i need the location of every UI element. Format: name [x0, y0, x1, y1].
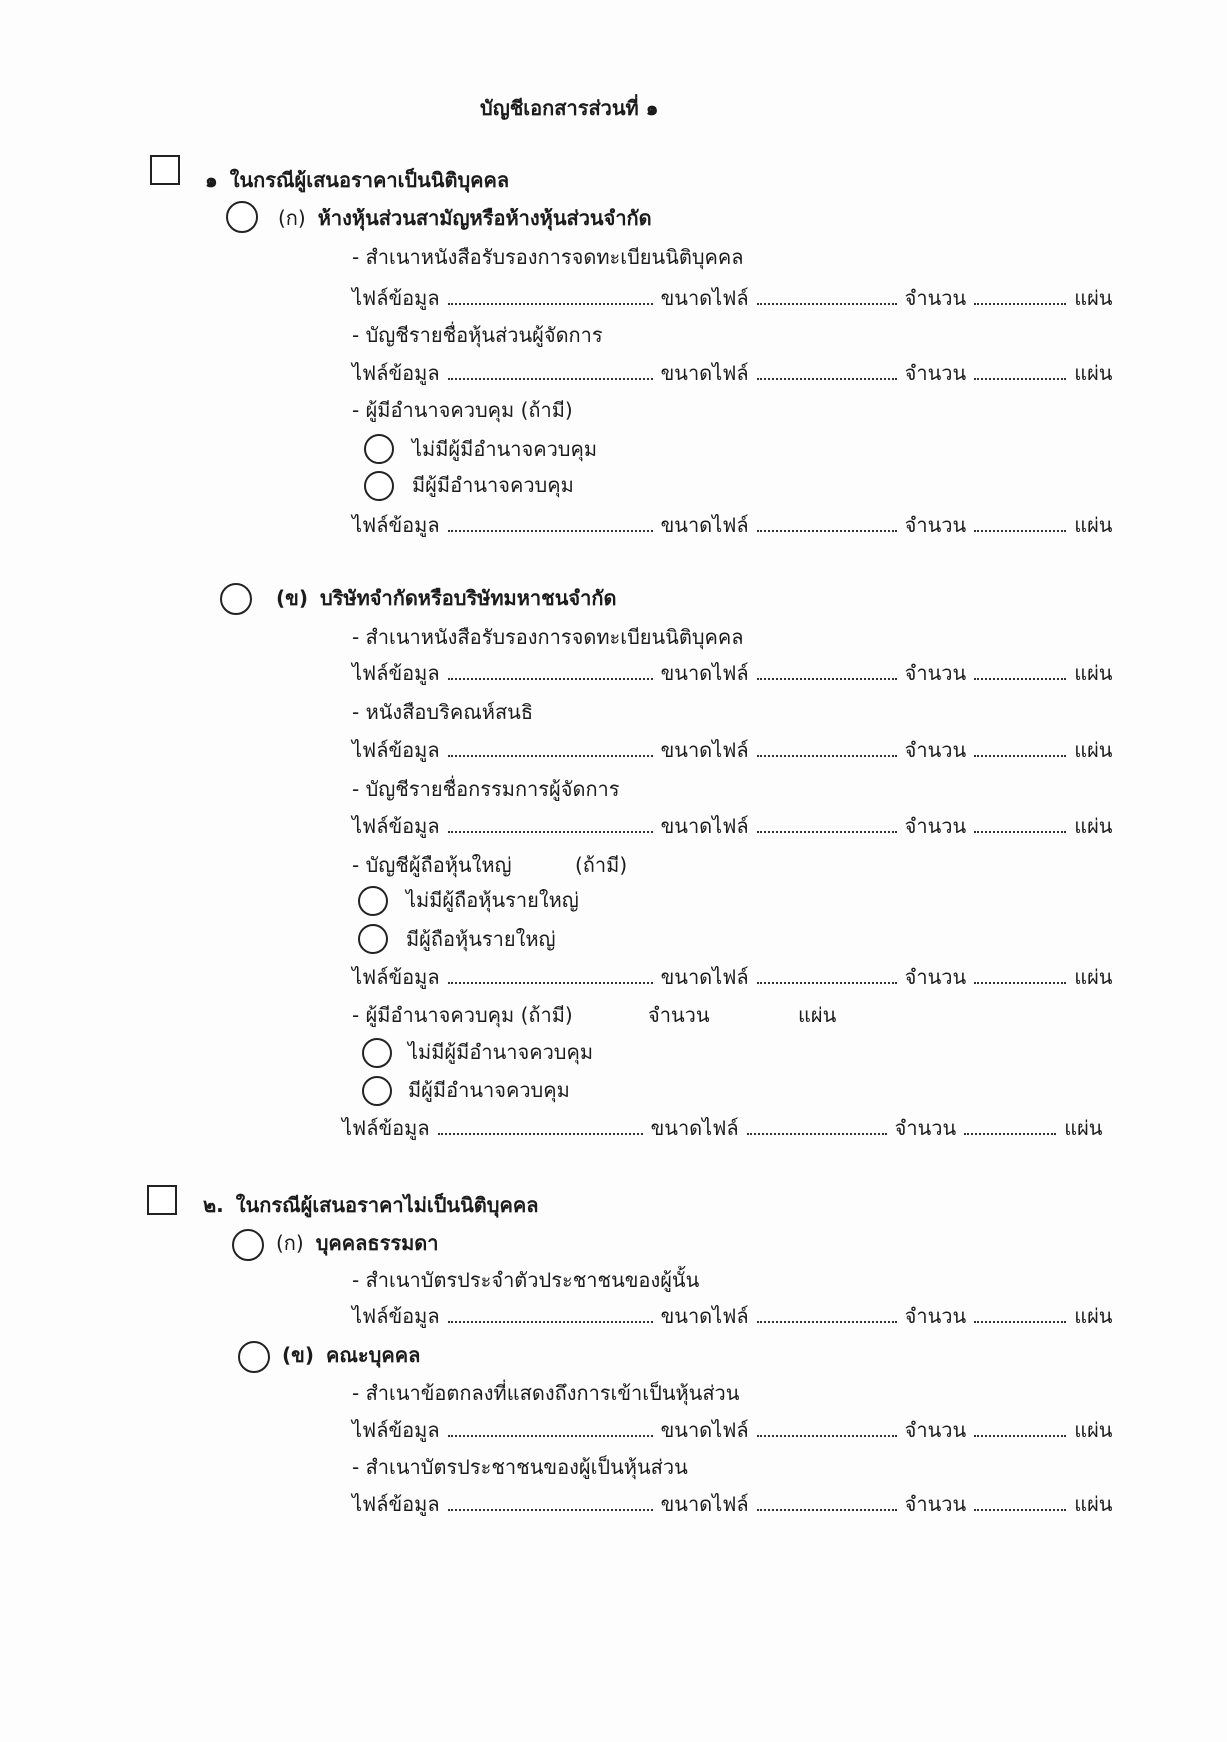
file-name-field[interactable]	[448, 1491, 653, 1511]
document-item: - ผู้มีอำนาจควบคุม (ถ้ามี)	[352, 398, 573, 422]
file-name-label: ไฟล์ข้อมูล	[352, 286, 440, 310]
section2-number: ๒.	[203, 1193, 224, 1217]
page-count-label: จำนวน	[894, 1116, 957, 1140]
file-info-line	[352, 511, 1112, 539]
page-unit-label: แผ่น	[1074, 965, 1113, 989]
section1-option-a-heading	[278, 204, 652, 232]
has-controller-label: มีผู้มีอำนาจควบคุม	[408, 1078, 570, 1102]
no-major-shareholder-label: ไม่มีผู้ถือหุ้นรายใหญ่	[406, 888, 579, 912]
has-controller-label: มีผู้มีอำนาจควบคุม	[412, 473, 574, 497]
file-size-label: ขนาดไฟล์	[660, 513, 749, 537]
file-size-field[interactable]	[757, 1417, 897, 1437]
section1-heading-text: ในกรณีผู้เสนอราคาเป็นนิติบุคคล	[229, 168, 510, 192]
page-count-field[interactable]	[974, 1491, 1066, 1511]
no-controller-radio[interactable]	[362, 1038, 392, 1068]
section2-checkbox[interactable]	[147, 1185, 177, 1215]
section1-option-a-radio[interactable]	[226, 201, 258, 233]
file-size-label: ขนาดไฟล์	[660, 1418, 749, 1442]
option-label: (ก)	[276, 1231, 304, 1255]
file-name-label: ไฟล์ข้อมูล	[352, 361, 440, 385]
shareholder-note: (ถ้ามี)	[575, 853, 628, 877]
file-info-line	[352, 659, 1112, 687]
section1-option-b-heading	[276, 584, 616, 612]
option-title: คณะบุคคล	[325, 1343, 421, 1367]
file-info-line	[352, 963, 1112, 991]
no-controller-label: ไม่มีผู้มีอำนาจควบคุม	[412, 437, 598, 461]
file-name-label: ไฟล์ข้อมูล	[342, 1116, 430, 1140]
page-count-field[interactable]	[974, 285, 1066, 305]
page-count-field[interactable]	[974, 512, 1066, 532]
page-unit-label: แผ่น	[1074, 1492, 1113, 1516]
file-info-line	[342, 1114, 1102, 1142]
page-unit-label: แผ่น	[1064, 1116, 1103, 1140]
document-item: - สำเนาหนังสือรับรองการจดทะเบียนนิติบุคคล	[352, 625, 744, 649]
page-unit-label: แผ่น	[1074, 513, 1113, 537]
file-name-label: ไฟล์ข้อมูล	[352, 1418, 440, 1442]
document-item: - หนังสือบริคณห์สนธิ	[352, 700, 534, 724]
file-size-field[interactable]	[757, 360, 897, 380]
file-size-label: ขนาดไฟล์	[660, 1304, 749, 1328]
file-size-field[interactable]	[757, 813, 897, 833]
file-name-label: ไฟล์ข้อมูล	[352, 738, 440, 762]
file-name-label: ไฟล์ข้อมูล	[352, 965, 440, 989]
page-count-field[interactable]	[974, 737, 1066, 757]
page-count-field[interactable]	[974, 660, 1066, 680]
file-info-line	[352, 1490, 1112, 1518]
has-controller-radio[interactable]	[362, 1076, 392, 1106]
no-major-shareholder-radio[interactable]	[358, 886, 388, 916]
section1-number: ๑	[205, 168, 218, 192]
section2-option-b-heading	[282, 1341, 420, 1369]
file-size-label: ขนาดไฟล์	[660, 361, 749, 385]
page-count-field[interactable]	[974, 1303, 1066, 1323]
file-size-label: ขนาดไฟล์	[660, 286, 749, 310]
document-item: - สำเนาข้อตกลงที่แสดงถึงการเข้าเป็นหุ้นส่วน	[352, 1381, 740, 1405]
file-name-field[interactable]	[448, 737, 653, 757]
file-name-label: ไฟล์ข้อมูล	[352, 661, 440, 685]
document-item: - สำเนาบัตรประจำตัวประชาชนของผู้นั้น	[352, 1268, 700, 1292]
section1-checkbox[interactable]	[150, 155, 180, 185]
has-major-shareholder-label: มีผู้ถือหุ้นรายใหญ่	[406, 927, 556, 951]
section1-heading	[205, 166, 509, 194]
file-info-line	[352, 1302, 1112, 1330]
section2-option-a-radio[interactable]	[232, 1229, 264, 1261]
file-size-field[interactable]	[757, 964, 897, 984]
page-count-label: จำนวน	[904, 965, 967, 989]
option-label: (ก)	[278, 206, 306, 230]
page-unit-label: แผ่น	[1074, 1418, 1113, 1442]
file-size-label: ขนาดไฟล์	[660, 814, 749, 838]
control-count-label: จำนวน	[648, 1003, 710, 1027]
page-count-label: จำนวน	[904, 513, 967, 537]
section2-heading-text: ในกรณีผู้เสนอราคาไม่เป็นนิติบุคคล	[235, 1193, 539, 1217]
file-info-line	[352, 359, 1112, 387]
section2-option-b-radio[interactable]	[238, 1341, 270, 1373]
file-name-label: ไฟล์ข้อมูล	[352, 1304, 440, 1328]
page-count-field[interactable]	[974, 1417, 1066, 1437]
file-size-field[interactable]	[757, 737, 897, 757]
file-name-field[interactable]	[448, 660, 653, 680]
file-size-field[interactable]	[757, 660, 897, 680]
document-item: - สำเนาบัตรประชาชนของผู้เป็นหุ้นส่วน	[352, 1455, 688, 1479]
page-count-label: จำนวน	[904, 1304, 967, 1328]
page-count-label: จำนวน	[904, 1492, 967, 1516]
option-label: (ข)	[282, 1343, 314, 1367]
document-item: - บัญชีผู้ถือหุ้นใหญ่	[352, 853, 512, 877]
page-count-label: จำนวน	[904, 738, 967, 762]
page-unit-label: แผ่น	[1074, 814, 1113, 838]
file-size-label: ขนาดไฟล์	[660, 738, 749, 762]
page-count-label: จำนวน	[904, 361, 967, 385]
document-title: บัญชีเอกสารส่วนที่ ๑	[480, 96, 659, 120]
has-controller-radio[interactable]	[364, 471, 394, 501]
page-count-field[interactable]	[974, 964, 1066, 984]
file-name-label: ไฟล์ข้อมูล	[352, 513, 440, 537]
file-name-label: ไฟล์ข้อมูล	[352, 1492, 440, 1516]
page-count-label: จำนวน	[904, 814, 967, 838]
file-size-field[interactable]	[757, 512, 897, 532]
page-unit-label: แผ่น	[1074, 361, 1113, 385]
page-count-label: จำนวน	[904, 286, 967, 310]
file-name-field[interactable]	[448, 285, 653, 305]
file-size-field[interactable]	[757, 1303, 897, 1323]
option-title: บริษัทจำกัดหรือบริษัทมหาชนจำกัด	[319, 586, 617, 610]
no-controller-radio[interactable]	[364, 434, 394, 464]
page-count-field[interactable]	[964, 1115, 1056, 1135]
page-unit-label: แผ่น	[1074, 286, 1113, 310]
page-count-field[interactable]	[974, 360, 1066, 380]
document-item: - สำเนาหนังสือรับรองการจดทะเบียนนิติบุคคล	[352, 245, 744, 269]
file-name-field[interactable]	[448, 964, 653, 984]
page-count-label: จำนวน	[904, 661, 967, 685]
option-title: ห้างหุ้นส่วนสามัญหรือห้างหุ้นส่วนจำกัด	[317, 206, 652, 230]
section1-option-b-radio[interactable]	[220, 583, 252, 615]
document-item: - บัญชีรายชื่อกรรมการผู้จัดการ	[352, 777, 620, 801]
document-item: - บัญชีรายชื่อหุ้นส่วนผู้จัดการ	[352, 323, 603, 347]
file-size-field[interactable]	[747, 1115, 887, 1135]
page-unit-label: แผ่น	[1074, 661, 1113, 685]
control-unit-label: แผ่น	[798, 1003, 837, 1027]
no-controller-label: ไม่มีผู้มีอำนาจควบคุม	[408, 1040, 594, 1064]
file-name-field[interactable]	[438, 1115, 643, 1135]
option-label: (ข)	[276, 586, 308, 610]
page-count-field[interactable]	[974, 813, 1066, 833]
file-info-line	[352, 812, 1112, 840]
page-unit-label: แผ่น	[1074, 738, 1113, 762]
file-size-label: ขนาดไฟล์	[660, 1492, 749, 1516]
document-item: - ผู้มีอำนาจควบคุม (ถ้ามี)	[352, 1003, 573, 1027]
file-info-line	[352, 1416, 1112, 1444]
file-size-field[interactable]	[757, 285, 897, 305]
file-size-label: ขนาดไฟล์	[660, 965, 749, 989]
file-name-field[interactable]	[448, 512, 653, 532]
page-count-label: จำนวน	[904, 1418, 967, 1442]
file-info-line	[352, 736, 1112, 764]
section2-heading	[203, 1191, 538, 1219]
file-name-field[interactable]	[448, 813, 653, 833]
file-name-field[interactable]	[448, 1417, 653, 1437]
has-major-shareholder-radio[interactable]	[358, 924, 388, 954]
file-name-field[interactable]	[448, 1303, 653, 1323]
file-size-label: ขนาดไฟล์	[650, 1116, 739, 1140]
file-size-field[interactable]	[757, 1491, 897, 1511]
file-name-field[interactable]	[448, 360, 653, 380]
page-unit-label: แผ่น	[1074, 1304, 1113, 1328]
file-name-label: ไฟล์ข้อมูล	[352, 814, 440, 838]
file-size-label: ขนาดไฟล์	[660, 661, 749, 685]
option-title: บุคคลธรรมดา	[315, 1231, 439, 1255]
section2-option-a-heading	[276, 1229, 439, 1257]
file-info-line	[352, 284, 1112, 312]
